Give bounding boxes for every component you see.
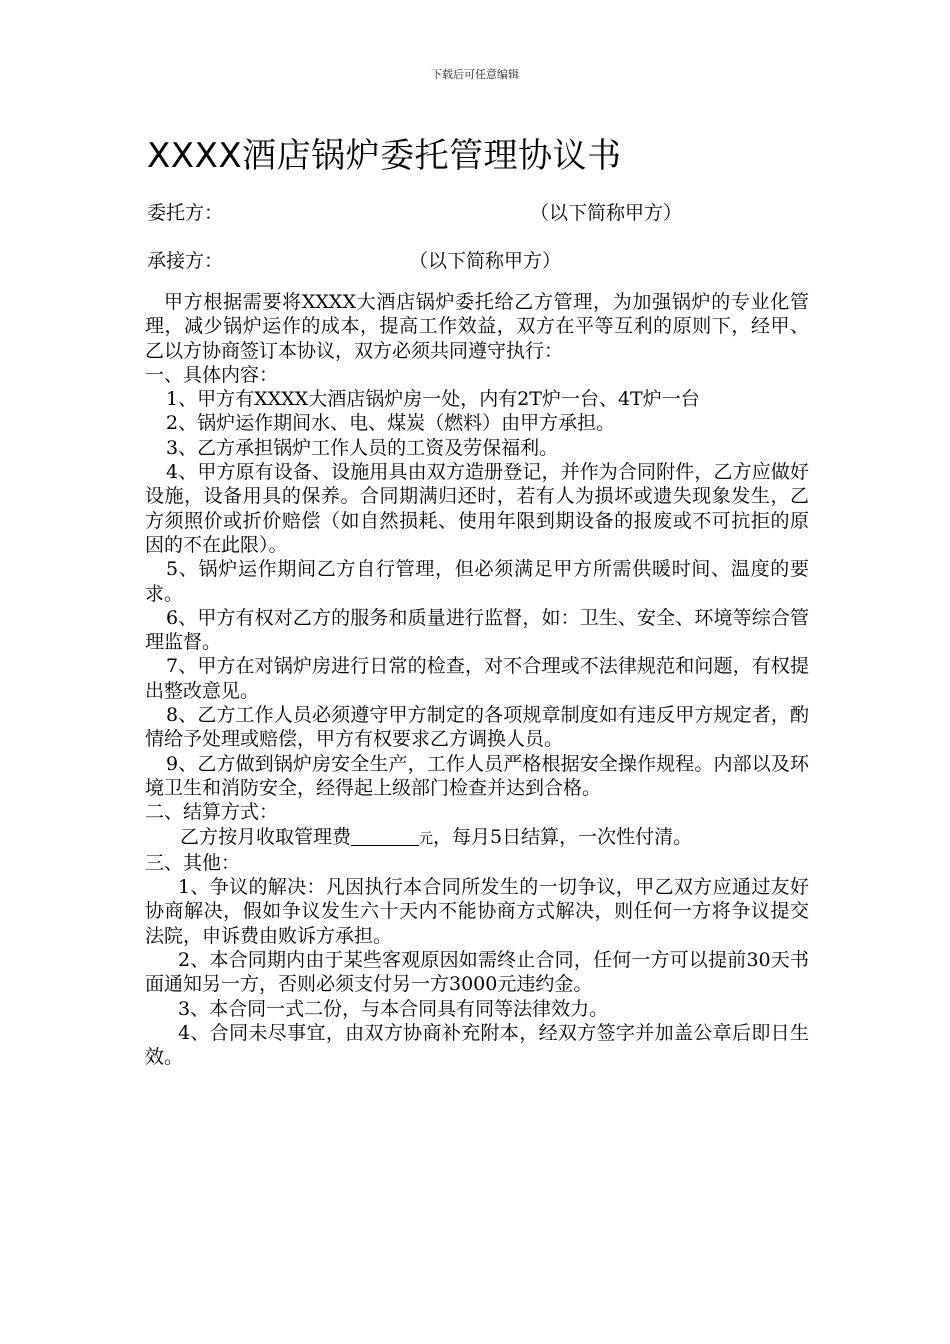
section-3-item: 3、本合同一式二份，与本合同具有同等法律效力。	[178, 997, 609, 1020]
section-1-item: 6、甲方有权对乙方的服务和质量进行监督，如：卫生、安全、环境等综合管理监督。	[145, 606, 809, 654]
party-a-label: 委托方：	[147, 202, 224, 224]
section-1-item: 8、乙方工作人员必须遵守甲方制定的各项规章制度如有违反甲方规定者，酌情给予处理或赔偿，甲方有权要求乙方调换人员。	[145, 704, 809, 751]
party-a-line	[147, 198, 683, 225]
party-b-label: 承接方：	[147, 250, 224, 272]
section-1-heading: 一、具体内容：	[145, 363, 279, 386]
document-title: XXXX酒店锅炉委托管理协议书	[147, 136, 622, 176]
party-b-line	[147, 246, 562, 273]
section-1-item: 4、甲方原有设备、设施用具由双方造册登记，并作为合同附件，乙方应做好设施，设备用具的保养。合同期满归还时，若有人为损坏或遗失现象发生，乙方须照价或折价赔偿（如自然损耗、使用年限到期设备的报废或不可抗拒的原因的不在此限）。	[145, 461, 809, 556]
section-1-item: 7、甲方在对锅炉房进行日常的检查，对不合理或不法律规范和问题，有权提出整改意见。	[145, 655, 809, 702]
section-1-item: 1、甲方有XXXX大酒店锅炉房一处，内有2T炉一台、4T炉一台	[166, 388, 700, 411]
agreement-body	[145, 290, 809, 1070]
intro-paragraph: 甲方根据需要将XXXX大酒店锅炉委托给乙方管理，为加强锅炉的专业化管理，减少锅炉运作的成本，提高工作效益，双方在平等互利的原则下，经甲、乙以方协商签订本协议，双方必须共同遵守执行：	[145, 291, 809, 362]
section-1-item: 3、乙方承担锅炉工作人员的工资及劳保福利。	[166, 436, 559, 459]
settlement-text-after: ，每月5日结算，一次性付清。	[433, 825, 693, 848]
section-3-item: 1、争议的解决：凡因执行本合同所发生的一切争议，甲乙双方应通过友好协商解决，假如争议发生六十天内不能协商方式解决，则任何一方将争议提交法院，申诉费由败诉方承担。	[145, 876, 809, 947]
party-a-note: （以下简称甲方）	[530, 202, 683, 224]
section-3-heading: 三、其他：	[145, 851, 241, 874]
section-1-item: 2、锅炉运作期间水、电、煤炭（燃料）由甲方承担。	[166, 412, 616, 435]
section-1-item: 5、锅炉运作期间乙方自行管理，但必须满足甲方所需供暖时间、温度的要求。	[145, 558, 809, 605]
fee-blank-field[interactable]	[351, 827, 419, 846]
settlement-line	[145, 825, 809, 851]
section-3-item: 2、本合同期内由于某些客观原因如需终止合同，任何一方可以提前30天书面通知另一方，否则必须支付另一方3000元违约金。	[145, 949, 809, 996]
section-1-item: 9、乙方做到锅炉房安全生产，工作人员严格根据安全操作规程。内部以及环境卫生和消防安全，经得起上级部门检查并达到合格。	[145, 752, 809, 799]
section-3-item: 4、合同未尽事宜，由双方协商补充附本，经双方签字并加盖公章后即日生效。	[145, 1021, 809, 1069]
section-2-heading: 二、结算方式：	[145, 801, 279, 824]
header-note: 下载后可任意编辑	[431, 68, 519, 81]
settlement-text-before: 乙方按月收取管理费	[180, 825, 352, 848]
fee-unit: 元	[419, 830, 434, 847]
party-b-note: （以下简称甲方）	[409, 250, 562, 272]
